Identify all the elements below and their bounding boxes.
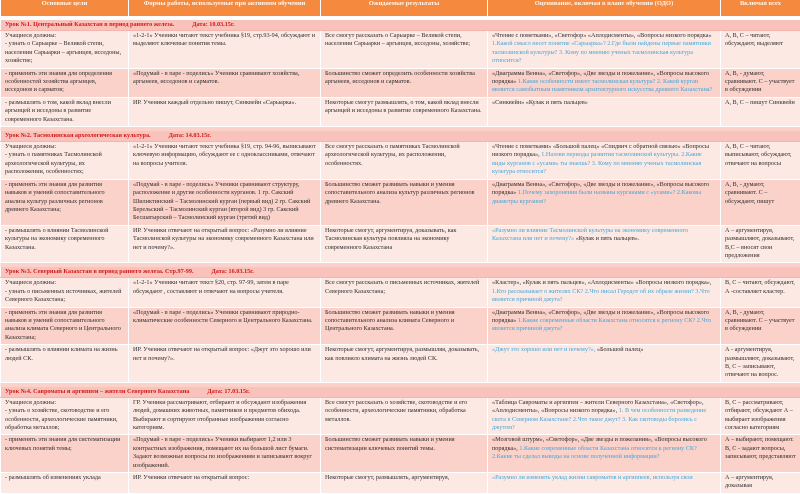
inclusion-cell: [721, 278, 800, 307]
assessment-questions: 1.Кто рассказывает о жителях СК? 2.Что писал Геродот об их образе жизни? 3.Что является причиной джута?: [492, 288, 710, 303]
goal-cell: [1, 97, 129, 126]
assessment-questions: «Разумно ли влияние Тасмолинской культуры на экономику современного Казахстана или нет и почему?»: [492, 227, 688, 242]
lesson-title: [1, 18, 800, 31]
table-row: [1, 142, 800, 180]
assessment-questions: «Разумно ли изменять уклад жизни савроматов и аргиппеев, используя свои: [492, 474, 693, 481]
table-row: [1, 68, 800, 97]
lesson-title-text: Урок №2. Тасмолинская археологическая культура.: [5, 132, 151, 139]
inclusion-cell: [721, 142, 800, 180]
header-goals: Основные цели: [1, 0, 129, 18]
lesson-date: Дата: 14.03.15г.: [169, 132, 211, 139]
goal-text: - применять эти знания для определения особенностей хозяйства аргынцев, исседонов и сарматов;: [5, 70, 112, 94]
assessment-methods: «Диаграмма Венна», «Светофор», «Две звезды и пожелание», «Вопросы высокого порядка»: [492, 309, 709, 324]
lesson-title-row: [1, 267, 800, 278]
table-row: [1, 307, 800, 345]
forms-text: ИР. Ученики отвечают на открытый вопрос:: [133, 474, 249, 481]
results-cell: [321, 225, 488, 263]
assessment-cell: [488, 68, 721, 97]
forms-text: ИР. Ученики отвечают на открытый вопрос: «Разумно ли влияние Тасмолинской культуры на экономику современного Казахстана или нет и почему?».: [133, 227, 314, 251]
table-row: [1, 473, 800, 494]
goal-text: - размышлять об изменениях уклада: [5, 474, 101, 481]
lesson-title-text: Урок №4. Савроматы и аргиппеи – жители Северного Казахстана: [5, 388, 189, 395]
results-text: Большинство сможет развивать навыки и умения систематизации ключевых понятий темы.: [325, 436, 455, 451]
assessment-cell: [488, 278, 721, 307]
assessment-cell: [488, 179, 721, 225]
table-body: [1, 18, 800, 493]
assessment-methods: «Диаграмма Венна», «Светофор», «Две звезды и пожелание», «Вопросы высокого порядка»: [492, 70, 709, 85]
forms-text: «Подумай - в паре - поделись» Ученики сравнивают природно-климатические особенности Северного и Центрального Казахстана.: [133, 309, 313, 324]
results-cell: [321, 97, 488, 126]
forms-cell: [129, 68, 321, 97]
assessment-questions: 1.Какие современные области Казахстана относятся к региону СК? 2.Что является причиной джута?: [492, 317, 711, 332]
goal-intro: Учащиеся должны:: [5, 399, 124, 407]
assessment-questions: 1.Какие особенности имеет тасмолинская культура? 2. Какой курган является самобытным памятником архитектурного искусства древнего Казахстана?: [492, 78, 712, 93]
lesson-title-row: [1, 18, 800, 31]
inclusion-text: А, В, - думают, сравнивают. С – участвует в обсуждении: [725, 309, 794, 333]
goal-cell: [1, 307, 129, 345]
inclusion-cell: [721, 345, 800, 383]
assessment-methods: «Кластер», «Кулак и пять пальцев», «Аплодисменты» «Вопросы низкого порядка»,: [492, 279, 711, 286]
results-text: Некоторые смогут размышлять, о том, какой вклад внесли аргынцей и исседоны в развитие современного Казахстана.: [325, 99, 482, 114]
results-cell: [321, 473, 488, 494]
results-cell: [321, 142, 488, 180]
inclusion-cell: [721, 473, 800, 494]
assessment-questions: 1.Почему захоронения были названы курганами с «усами»? 2.Каковы диаметры курганов?: [492, 189, 701, 204]
forms-text: «Подумай - в паре - поделись» Ученики сравнивают хозяйства, аргынеев, исседонов и сарматов.: [133, 70, 299, 85]
goal-cell: [1, 435, 129, 473]
table-row: [1, 31, 800, 69]
table-row: [1, 278, 800, 307]
assessment-questions: 1.Назови периоды развития тасмолинской культуры. 2.Какие виды курганов с «усами» ты знаешь? 3. Кому по мнению ученых тасмолинская культура относится?: [492, 151, 702, 175]
results-cell: [321, 278, 488, 307]
forms-cell: [129, 307, 321, 345]
inclusion-text: А, В, - думают, сравнивают. С – обсуждают, пишут: [725, 181, 774, 205]
forms-cell: [129, 142, 321, 180]
lesson-title: [1, 267, 800, 278]
inclusion-cell: [721, 179, 800, 225]
goal-text: - применять эти знания для систематизации ключевых понятий темы;: [5, 436, 120, 451]
inclusion-cell: [721, 97, 800, 126]
table-row: [1, 345, 800, 383]
inclusion-cell: [721, 31, 800, 69]
assessment-cell: [488, 473, 721, 494]
forms-cell: [129, 473, 321, 494]
results-text: Большинство сможет развивать навыки и умения сопоставительного анализа климата Северного и Центрального Казахстана.: [325, 309, 455, 333]
inclusion-cell: [721, 225, 800, 263]
results-text: Некоторые смогут, аргументируя, размышляя, доказывать, как повлияло климата на жизнь людей СК.: [325, 346, 479, 361]
forms-cell: [129, 345, 321, 383]
results-cell: [321, 31, 488, 69]
goal-intro: Учащиеся должны:: [5, 143, 124, 151]
inclusion-text: А, В, С – читают, выписывают, обсуждают, отвечают на вопросы: [725, 143, 791, 167]
assessment-methods: «Чтение с пометками» «Большой палец» «Спидвич с обратной связью» «Вопросы низкого порядка»,: [492, 143, 709, 158]
lesson-title-text: Урок №1. Центральный Казахстан в период раннего железа.: [5, 21, 174, 28]
goal-text: - размышлять о влиянии климата на жизнь людей СК.: [5, 346, 118, 361]
assessment-cell: [488, 345, 721, 383]
lesson-date: Дата: 16.03.15г.: [212, 268, 254, 275]
lesson-date: Дата: 17.03.15г.: [207, 388, 249, 395]
assessment-methods: «Мозговой штурм», «Светофор», «Две звезды и пожелания», «Вопросы высокого порядка»,: [492, 436, 707, 451]
goal-cell: [1, 225, 129, 263]
assessment-cell: [488, 31, 721, 69]
results-cell: [321, 397, 488, 435]
goal-cell: [1, 31, 129, 69]
goal-cell: [1, 345, 129, 383]
inclusion-cell: [721, 68, 800, 97]
results-cell: [321, 179, 488, 225]
forms-text: ИР. Ученики отвечают на открытый вопрос: «Джут это хорошо или нет и почему?».: [133, 346, 311, 361]
goal-text: - узнать о Сарыарке – Великой степи, населении Сарыарки – аргынцев, исседоны, хозяйстве;: [5, 40, 121, 64]
inclusion-cell: [721, 397, 800, 435]
forms-cell: [129, 397, 321, 435]
lesson-date: Дата: 10.03.15г.: [192, 21, 234, 28]
assessment-cell: [488, 307, 721, 345]
assessment-cell: [488, 142, 721, 180]
assessment-methods: «Чтение с пометками», «Светофор» «Аплодисменты», «Вопросы низкого порядка»: [492, 32, 712, 39]
results-text: Некоторые смогут, аргументируя, доказывать, как Тасмолинская культура повлияла на экономику современного Казахстана: [325, 227, 456, 251]
lesson-title: [1, 131, 800, 142]
assessment-questions: 1. В чем особенности разведение скота в Северном Казахстане? 2.Что такое джут? 3. Как скотоводы боролись с джутом?: [492, 407, 706, 431]
goal-cell: [1, 278, 129, 307]
goal-text: - узнать о хозяйстве, скотоводстве и его особенности, археологические памятники, обработка металлов;: [5, 407, 118, 431]
forms-cell: [129, 225, 321, 263]
results-text: Некоторые смогут, размышлять, аргументируя,: [325, 474, 449, 481]
results-text: Большинство сможет определить особенности хозяйства аргынеев, исседонов и сарматов.: [325, 70, 475, 85]
forms-cell: [129, 435, 321, 473]
assessment-questions: 1.Какой смысл несет понятие «Сарыарка»? 2.Где были найдены первые памятники тасмолинской культуры? 3. Кому по мнению ученых тасмолинская культура относится?: [492, 40, 711, 64]
assessment-methods: «Диаграмма Венна», «Светофор», «Две звезды и пожелание», «Вопросы высокого порядка»: [492, 181, 709, 196]
table-row: [1, 179, 800, 225]
inclusion-text: А – аргументируя, доказывая: [725, 474, 773, 489]
forms-cell: [129, 31, 321, 69]
lesson-title-row: [1, 131, 800, 142]
results-text: Большинство сможет развивать навыки и умения сопоставительного анализа культур различных регионов древнего Казахстана.: [325, 181, 474, 205]
lesson-title: [1, 387, 800, 398]
inclusion-text: А – выбирают, помещают. В, С - задают вопросы, записывают, представляют: [725, 436, 796, 460]
goal-cell: [1, 142, 129, 180]
inclusion-text: А - аргументируя, размышляют, доказывают, В, С – записывают, отвечают на вопрос.: [725, 346, 794, 378]
lesson-title-row: [1, 387, 800, 398]
forms-cell: [129, 179, 321, 225]
assessment-cell: [488, 435, 721, 473]
forms-text: «1-2-1» Ученики читают текст учебника §19, стр. 94-96, выписывают ключевую информацию, обсуждают ее с одноклассниками, отвечают на вопросы учителя.: [133, 143, 316, 167]
forms-text: «Подумай - в паре - поделись» Ученики выбирают 1,2 или 3 контрастных изображения, помещают их на большой лист бумаги. Задают возможные вопросы по изображениям и записывают вокруг изображений.: [133, 436, 312, 468]
forms-cell: [129, 278, 321, 307]
header-results: Ожидаемые результаты: [321, 0, 488, 18]
assessment-questions: 1.Какие современные области Казахстана относятся к региону СК? 2.Какие ты сделал выводы на основе полученной информации?: [492, 445, 697, 460]
results-cell: [321, 435, 488, 473]
results-cell: [321, 307, 488, 345]
goal-cell: [1, 179, 129, 225]
assessment-cell: [488, 97, 721, 126]
assessment-methods: «Синквейн» «Кулак и пять пальцев»: [492, 99, 588, 106]
forms-text: ГР. Ученики рассматривают, отбирают и обсуждают изображения людей, домашних животных, памятников и предметов обихода. Выбирают и сортируют отобранные изображения согласно категориям.: [133, 399, 306, 431]
goal-text: - размышлять о том, какой вклад внесли аргынцей и исседоны в развитие современного Казахстана.: [5, 99, 111, 123]
table-row: [1, 97, 800, 126]
goal-text: - применять эти знания для развития навыков и умений сопоставительного анализа климата Северного и Центрального Казахстана;: [5, 309, 121, 341]
inclusion-cell: [721, 307, 800, 345]
goal-text: - применять эти знания для развития навыков и умений сопоставительного анализа культур различных регионов древнего Казахстана;: [5, 181, 105, 213]
goal-text: - узнать о памятниках Тасмолинской археологической культуры, их расположении, особенностях;: [5, 151, 102, 175]
assessment-questions: «Джут это хорошо или нет и почему?»,: [492, 346, 595, 353]
assessment-extra: «Кулак и пять пальцев».: [576, 235, 640, 242]
goal-cell: [1, 473, 129, 494]
assessment-methods: «Таблица Савроматы и аргиппеи – жители Северного Казахстана», «Светофор», «Аплодисменты», «Вопросы низкого порядка»,: [492, 399, 704, 414]
results-text: Все смогут рассказать о письменных источниках, жителей Северного Казахстана;: [325, 279, 479, 294]
goal-intro: Учащиеся должны:: [5, 279, 124, 287]
header-row: [1, 0, 800, 18]
table-row: [1, 435, 800, 473]
inclusion-text: В, С – читают, обсуждают, А -составляет кластер.: [725, 279, 795, 294]
table-row: [1, 397, 800, 435]
forms-text: «Подумай - в паре - поделись» Ученики сравнивают структуру, расположение и другие особенности курганов. 1 гр. Сакский Шиликтинский – Тасмолинский курган (первый вид) 2 гр. Сакский Берельский – Тасмолинский курган (второй вид) 3 гр. Сакский Бесшатырский – Тасмолинский курган (третий вид): [133, 181, 310, 222]
lesson-title-text: Урок №3. Северный Казахстан в период раннего железа. Стр.97-99.: [5, 268, 194, 275]
results-text: Все смогут рассказать о Сарыарке – Великой степи, населении Сарыарки – аргынцев, исседоны, хозяйстве;: [325, 32, 470, 47]
header-assessment: Оценивание, включая в плане обучения (ОДО): [488, 0, 721, 18]
inclusion-text: А, В, - думают, сравнивают. С – участвует в обсуждении: [725, 70, 794, 94]
goal-cell: [1, 68, 129, 97]
inclusion-text: А – аргументируя, размышляют, доказывают, В,С – вносят свои предложения: [725, 227, 794, 259]
results-text: Все смогут рассказать о хозяйстве, скотоводстве и его особенности, археологические памятники, обработка металлов.: [325, 399, 467, 423]
goal-text: - узнать о письменных источниках, жителей Северного Казахстана;: [5, 288, 121, 303]
results-text: Все смогут рассказать о памятниках Тасмолинской археологической культуры, их расположении, особенностях.: [325, 143, 460, 167]
assessment-cell: [488, 397, 721, 435]
inclusion-text: В, С – рассматривают, отбирают, обсуждают А – выбирает изображения согласно категориям: [725, 399, 793, 431]
forms-text: «1-2-1» Ученики читают текст §20, стр. 97-99, затем в паре обсуждают , составляют и отвечают на вопросы учителя.: [133, 279, 289, 294]
forms-text: «1-2-1» Ученики читают текст учебника §19, стр.93-94, обсуждают и выделяют ключевые понятия темы.: [133, 32, 315, 47]
assessment-extra: «Большой палец»: [597, 346, 644, 353]
inclusion-text: А, В, С – пишут Синквейн: [725, 99, 795, 106]
forms-text: ИР. Ученики каждый отдельно пишут, Синквейн «Сарыарка».: [133, 99, 296, 106]
inclusion-cell: [721, 435, 800, 473]
results-cell: [321, 345, 488, 383]
goal-intro: Учащиеся должны:: [5, 32, 124, 40]
inclusion-text: А, В, С – читают, обсуждают, выделяют: [725, 32, 783, 47]
assessment-cell: [488, 225, 721, 263]
header-forms: Формы работы, используемые при активном обучении: [129, 0, 321, 18]
forms-cell: [129, 97, 321, 126]
goal-cell: [1, 397, 129, 435]
results-cell: [321, 68, 488, 97]
table-row: [1, 225, 800, 263]
goal-text: - размышлять о влиянии Тасмолинской культуры на экономику современного Казахстана.: [5, 227, 108, 251]
header-inclusion: Включая всех: [721, 0, 800, 18]
